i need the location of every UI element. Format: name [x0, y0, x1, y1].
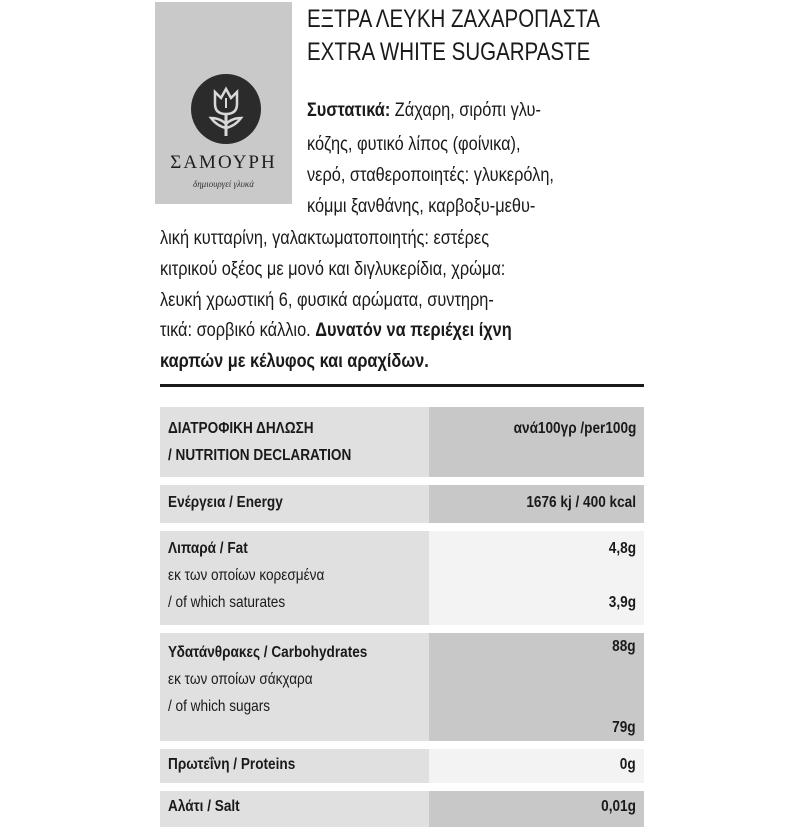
nutrition-header-row: [160, 407, 644, 477]
brand-logo-panel: [155, 2, 292, 204]
carbohydrates-value: 88g: [612, 638, 636, 655]
protein-value: 0g: [620, 756, 636, 773]
nutrition-header-greek: ΔΙΑΤΡΟΦΙΚΗ ΔΗΛΩΣΗ: [168, 420, 314, 437]
saturates-label-english: / of which saturates: [168, 594, 286, 611]
fat-row: [160, 531, 644, 625]
carbohydrates-row: [160, 633, 644, 741]
ingredients-line-6: κιτρικού οξέος με μονό και διγλυκερίδια, χρώμα:: [160, 259, 506, 280]
ingredients-line-1: Συστατικά: Ζάχαρη, σιρόπι γλυ-: [307, 100, 541, 121]
salt-value: 0,01g: [601, 798, 636, 815]
logo-emblem: [191, 74, 261, 144]
sugars-value: 79g: [612, 719, 636, 736]
allergen-warning-cont: καρπών με κέλυφος και αραχίδων.: [160, 351, 429, 372]
energy-row: [160, 485, 644, 523]
ingredients-line-9: [160, 351, 429, 373]
brand-name: ΣΑΜΟΥΡΗ: [170, 152, 277, 173]
rose-icon: [191, 74, 261, 144]
ingredients-line-7: λευκή χρωστική 6, φυσικά αρώματα, συντηρη-: [160, 290, 494, 311]
protein-label: Πρωτεΐνη / Proteins: [168, 756, 296, 773]
nutrition-header-english: / NUTRITION DECLARATION: [168, 447, 352, 464]
fat-label: Λιπαρά / Fat: [168, 540, 248, 557]
ingredients-line-4: κόμμι ξανθάνης, καρβοξυ-μεθυ-: [307, 196, 536, 217]
protein-row: [160, 749, 644, 783]
brand-tagline: δημιουργεί γλυκά: [193, 179, 254, 189]
energy-value: 1676 kj / 400 kcal: [526, 494, 636, 511]
ingredients-line-3: νερό, σταθεροποιητές: γλυκερόλη,: [307, 165, 554, 186]
nutrition-table: [160, 407, 644, 827]
salt-label: Αλάτι / Salt: [168, 798, 240, 815]
fat-value: 4,8g: [608, 540, 636, 557]
product-title-english: EXTRA WHITE SUGARPASTE: [307, 38, 591, 66]
salt-row: [160, 791, 644, 827]
divider-rule: [160, 384, 644, 387]
product-title-greek: ΕΞΤΡΑ ΛΕΥΚΗ ΖΑΧΑΡΟΠΑΣΤΑ: [307, 5, 600, 33]
per-100g-header: ανά100γρ /per100g: [513, 420, 636, 437]
saturates-value: 3,9g: [608, 594, 636, 611]
sugars-label-greek: εκ των οποίων σάκχαρα: [168, 671, 313, 688]
ingredients-label: Συστατικά:: [307, 100, 391, 121]
saturates-label-greek: εκ των οποίων κορεσμένα: [168, 567, 325, 584]
carbohydrates-label: Υδατάνθρακες / Carbohydrates: [168, 644, 368, 661]
ingredients-line-8: τικά: σορβικό κάλλιο. Δυνατόν να περιέχει ίχνη: [160, 320, 512, 341]
energy-label: Ενέργεια / Energy: [168, 494, 283, 511]
sugars-label-english: / of which sugars: [168, 698, 271, 715]
ingredients-line-2: κόζης, φυτικό λίπος (φοίνικα),: [307, 134, 521, 155]
ingredients-line-5: λική κυτταρίνη, γαλακτωματοποιητής: εστέρες: [160, 228, 490, 249]
allergen-warning: Δυνατόν να περιέχει ίχνη: [315, 320, 512, 341]
